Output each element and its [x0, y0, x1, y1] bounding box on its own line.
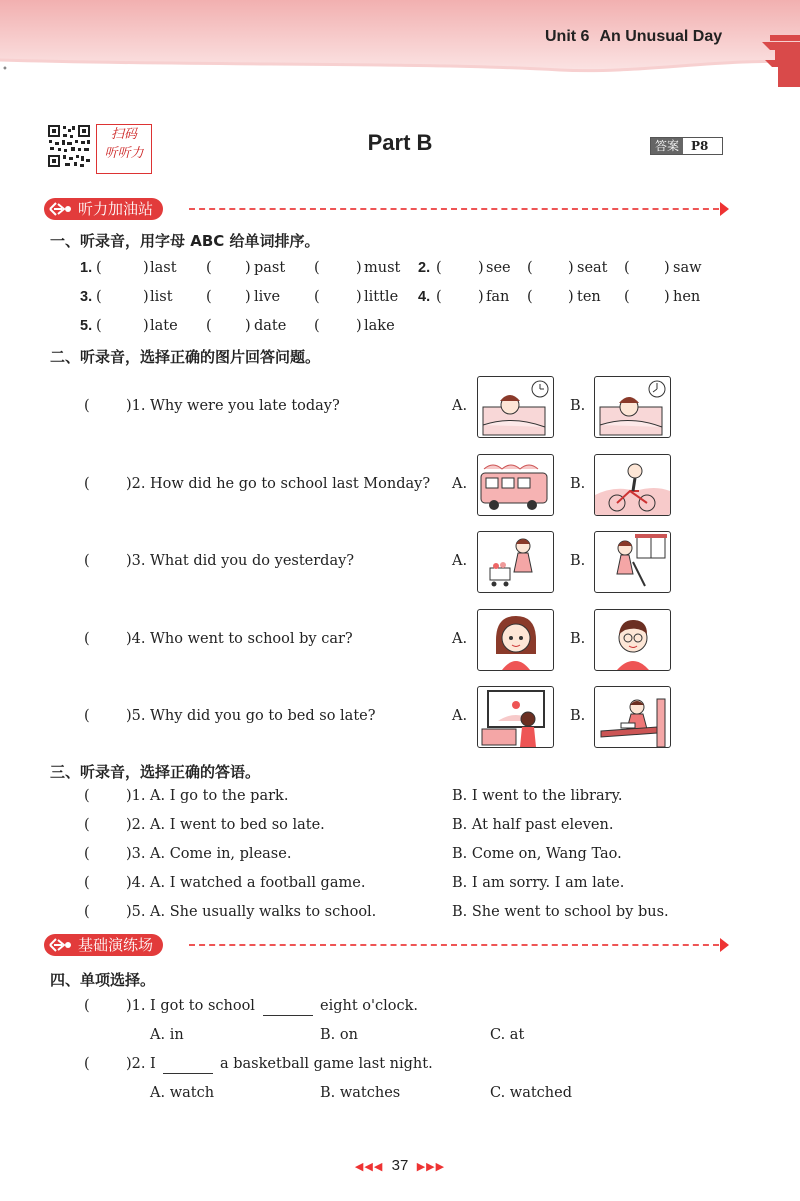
boy-cycling-picture[interactable]	[594, 454, 671, 516]
sec3-item-1: ( )1. A. I go to the park. B. I went to the library.	[84, 788, 623, 804]
page-title: Part B	[367, 130, 433, 155]
side-mark: •	[2, 64, 8, 75]
section-3-title: 三、听录音，选择正确的答语。	[50, 763, 261, 781]
girl-awake-clock-picture[interactable]	[594, 376, 671, 438]
answer-blank[interactable]	[263, 1015, 313, 1016]
listening-section-banner: 听力加油站	[44, 198, 734, 220]
page-footer	[0, 1157, 800, 1174]
girl-cleaning-picture[interactable]	[594, 531, 671, 593]
sec3-item-3: ( )3. A. Come in, please. B. Come on, Wang Tao.	[84, 846, 622, 862]
sec3-item-2: ( )2. A. I went to bed so late. B. At half past eleven.	[84, 817, 614, 833]
sec3-item-5: ( )5. A. She usually walks to school. B. She went to school by bus.	[84, 904, 669, 920]
right-arrows-icon: ▶▶▶	[416, 1161, 446, 1173]
answer-reference-badge: 答案 P8	[650, 137, 723, 155]
unit-title: Unit 6 An Unusual Day	[545, 28, 723, 45]
boy-glasses-portrait-picture[interactable]	[594, 609, 671, 671]
girl-sleeping-clock-picture[interactable]	[477, 376, 554, 438]
girl-shopping-cart-picture[interactable]	[477, 531, 554, 593]
page-header-background	[0, 0, 800, 95]
arrow-burst-icon	[48, 200, 74, 218]
sec1-row-1: 1. ( ) last ( ) past ( ) must 2. ( ) see ( ) seat ( ) saw	[80, 260, 702, 276]
sec4-question-1: ( )1. I got to school eight o'clock.	[84, 998, 418, 1014]
boy-doing-homework-picture[interactable]	[594, 686, 671, 748]
sec2-question-5: ( )5. Why did you go to bed so late? A. B.	[84, 708, 586, 724]
sec4-options-2: A. watch B. watches C. watched	[150, 1085, 573, 1101]
left-arrows-icon: ◀◀◀	[354, 1161, 384, 1173]
arrow-burst-icon	[48, 936, 74, 954]
sec1-row-2: 3. ( ) list ( ) live ( ) little 4. ( ) fan ( ) ten ( ) hen	[80, 289, 701, 305]
sec2-question-1: ( )1. Why were you late today? A. B.	[84, 398, 586, 414]
sec2-question-4: ( )4. Who went to school by car? A. B.	[84, 631, 586, 647]
sec4-options-1: A. in B. on C. at	[150, 1027, 525, 1043]
section-1-title: 一、听录音，用字母 ABC 给单词排序。	[50, 232, 320, 250]
section-4-title: 四、单项选择。	[50, 971, 156, 989]
sec4-question-2: ( )2. I a basketball game last night.	[84, 1056, 433, 1072]
watching-tv-picture[interactable]	[477, 686, 554, 748]
section-2-title: 二、听录音，选择正确的图片回答问题。	[50, 348, 321, 366]
basic-practice-section-banner: 基础演练场	[44, 934, 734, 956]
pagoda-decoration-icon	[762, 35, 800, 87]
sec1-row-3: 5. ( ) late ( ) date ( ) lake	[80, 318, 395, 334]
answer-blank[interactable]	[163, 1073, 213, 1074]
girl-portrait-picture[interactable]	[477, 609, 554, 671]
sec2-question-2: ( )2. How did he go to school last Monday? A. B.	[84, 476, 586, 492]
sec2-question-3: ( )3. What did you do yesterday? A. B.	[84, 553, 586, 569]
bus-picture[interactable]	[477, 454, 554, 516]
scan-to-listen-label: 扫码 听听力	[96, 124, 152, 174]
page-number: 37	[391, 1157, 409, 1174]
sec3-item-4: ( )4. A. I watched a football game. B. I am sorry. I am late.	[84, 875, 625, 891]
